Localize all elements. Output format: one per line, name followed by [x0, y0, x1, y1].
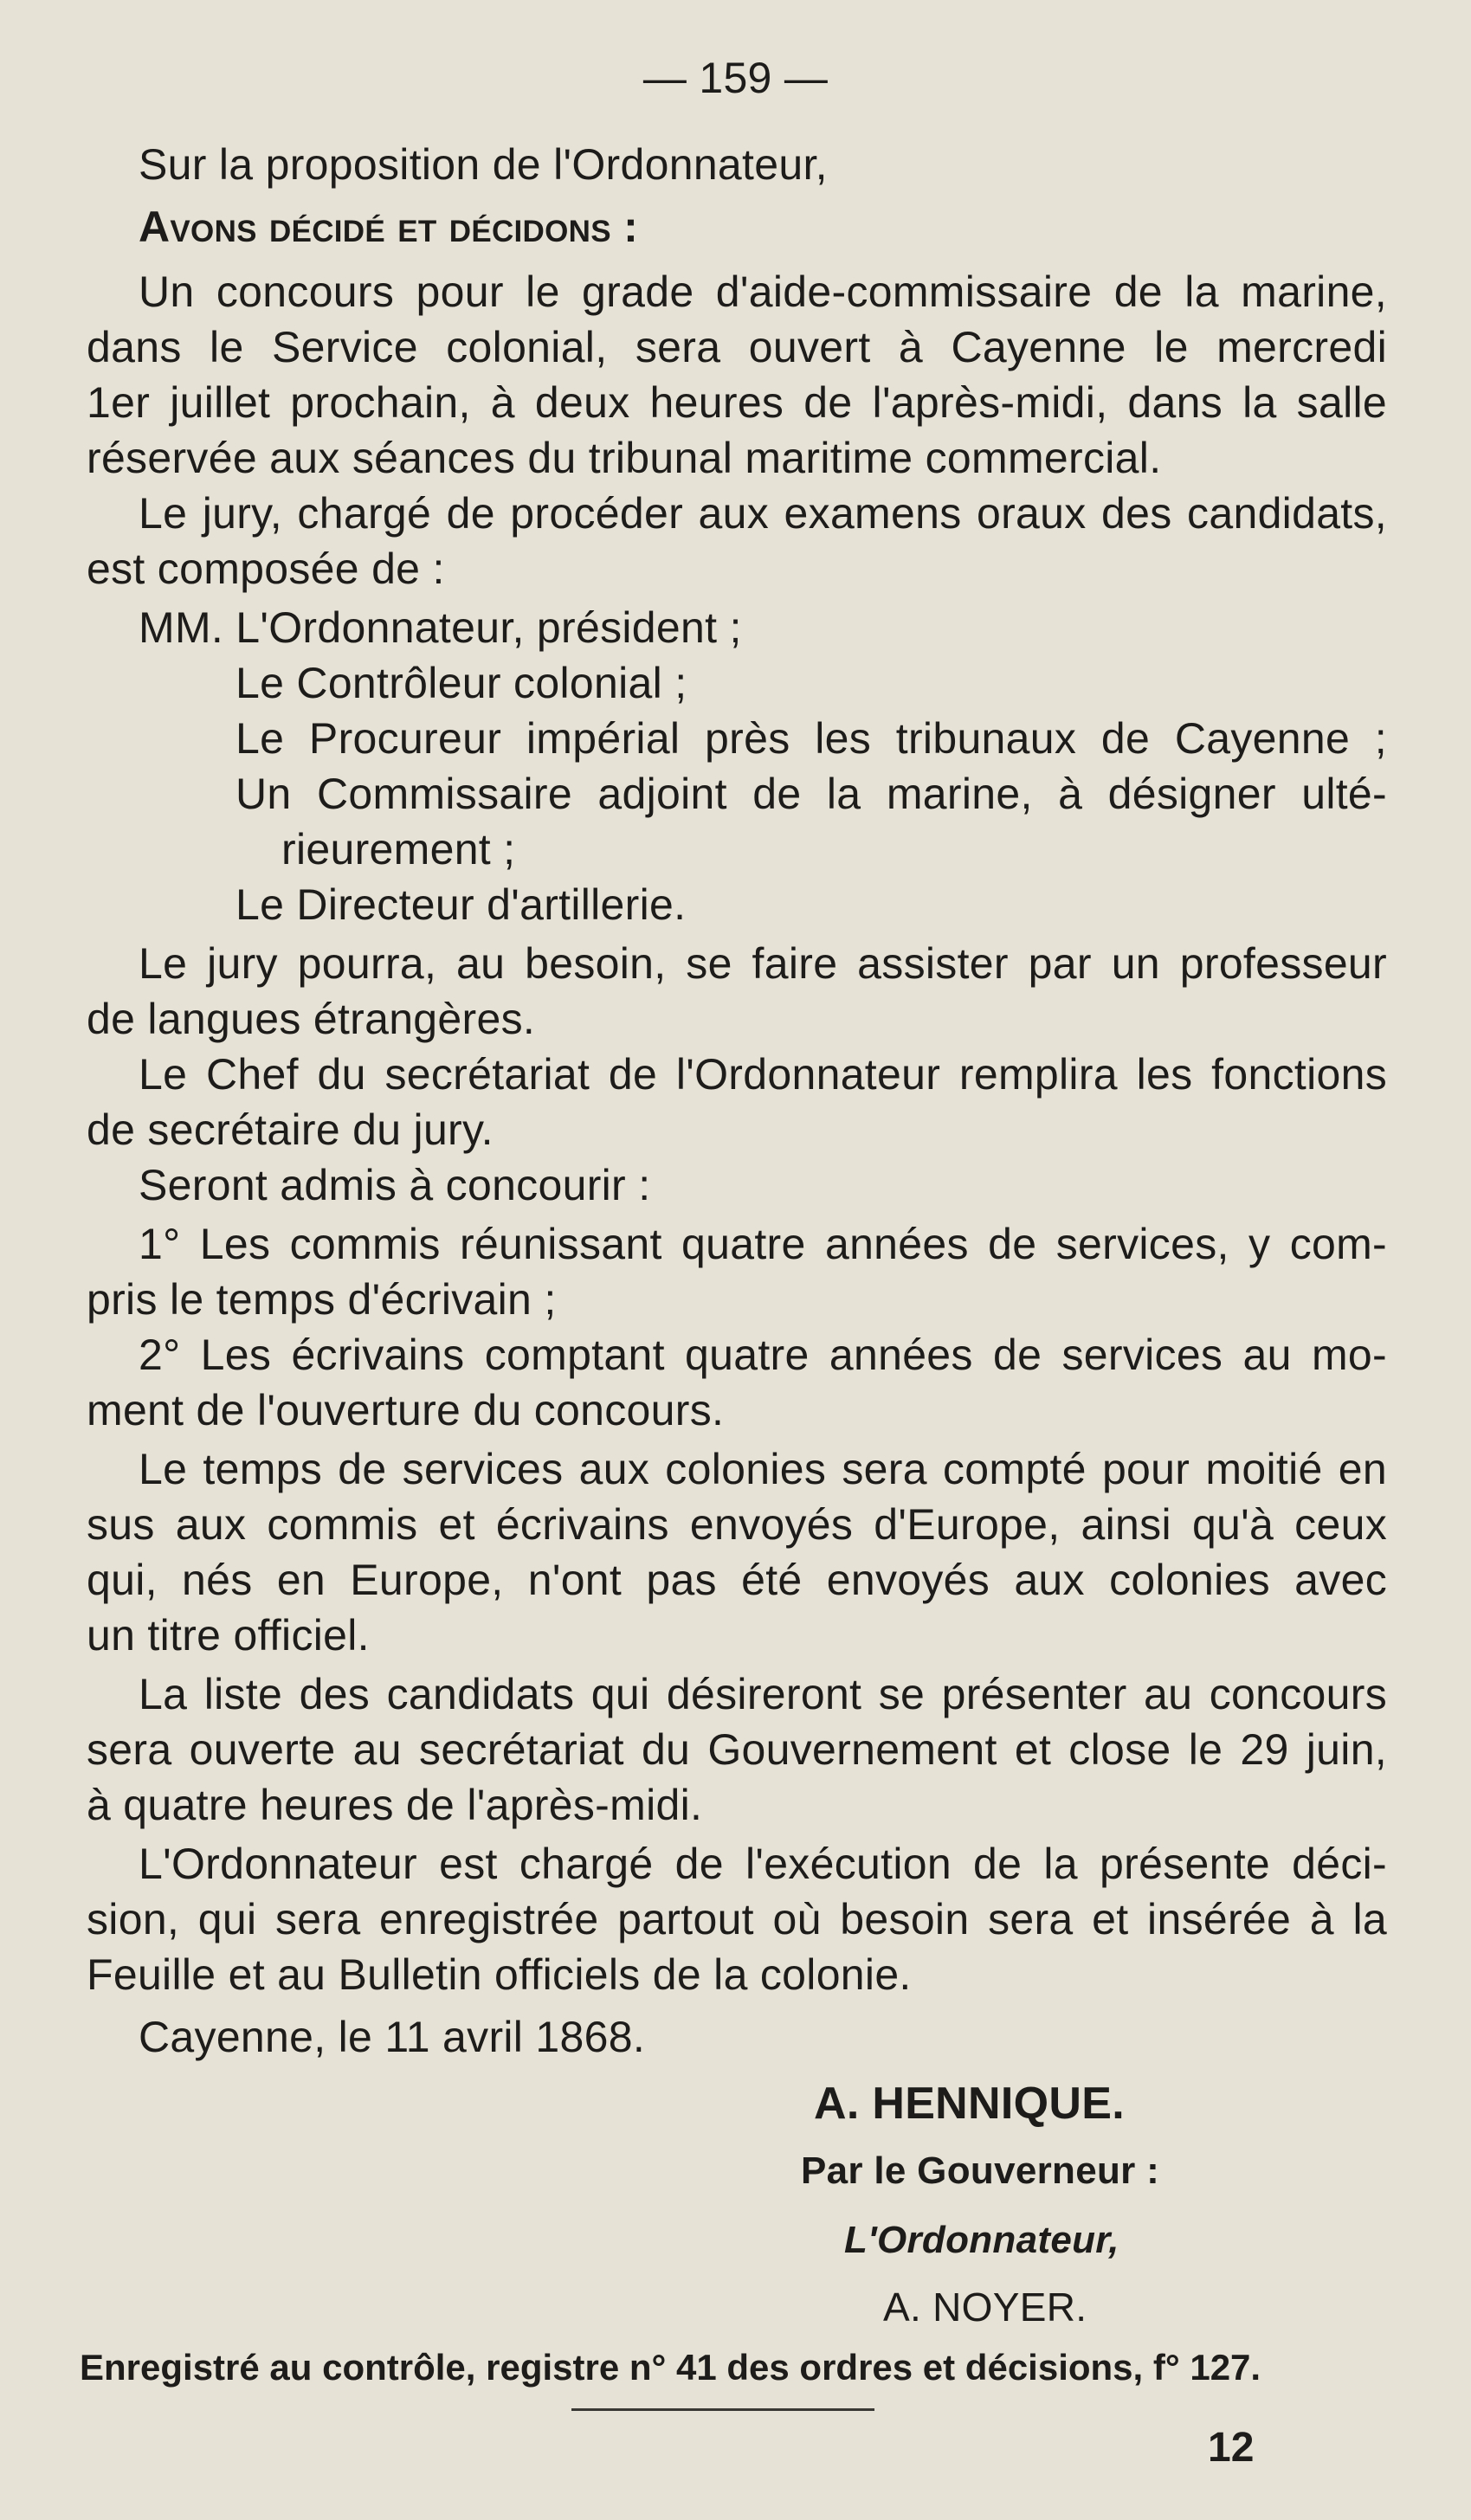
jury-member-4: Un Commissaire adjoint de la marine, à désigner ulté-: [235, 770, 1387, 818]
text-line-18: de secrétaire du jury.: [87, 1105, 494, 1154]
text-line-30: à quatre heures de l'après-midi.: [87, 1781, 703, 1829]
text-line-7: Le jury, chargé de procéder aux examens oraux des candidats,: [139, 489, 1387, 538]
text-line-27: un titre officiel.: [87, 1611, 370, 1660]
decision-heading: Avons décidé et décidons :: [139, 203, 639, 251]
text-line-26: qui, nés en Europe, n'ont pas été envoyés aux colonies avec: [87, 1556, 1387, 1604]
footer-rule: [571, 2408, 874, 2411]
text-line-1: Sur la proposition de l'Ordonnateur,: [139, 140, 828, 189]
text-line-19: Seront admis à concourir :: [139, 1161, 651, 1209]
text-line-33: Feuille et au Bulletin officiels de la colonie.: [87, 1950, 912, 1999]
text-line-31: L'Ordonnateur est chargé de l'exécution de la présente déci-: [139, 1840, 1387, 1888]
jury-member-5: Le Directeur d'artillerie.: [235, 880, 687, 929]
jury-member-4-cont: rieurement ;: [281, 825, 516, 873]
text-line-8: est composée de :: [87, 545, 445, 593]
text-line-25: sus aux commis et écrivains envoyés d'Europe, ainsi qu'à ceux: [87, 1500, 1387, 1549]
signature-role: L'Ordonnateur,: [844, 2219, 1119, 2261]
text-line-4: dans le Service colonial, sera ouvert à Cayenne le mercredi: [87, 323, 1387, 371]
text-line-29: sera ouverte au secrétariat du Gouvernement et close le 29 juin,: [87, 1725, 1387, 1774]
jury-member-2: Le Contrôleur colonial ;: [235, 659, 687, 707]
condition-2: 2° Les écrivains comptant quatre années de services au mo-: [139, 1331, 1387, 1379]
date-line: Cayenne, le 11 avril 1868.: [139, 2013, 646, 2061]
text-line-24: Le temps de services aux colonies sera compté pour moitié en: [139, 1445, 1387, 1493]
signature-name: A. HENNIQUE.: [814, 2079, 1125, 2129]
signature-by: Par le Gouverneur :: [801, 2149, 1160, 2192]
text-line-28: La liste des candidats qui désireront se présenter au concours: [139, 1670, 1387, 1718]
page-number: — 159 —: [642, 54, 829, 102]
registration-note: Enregistré au contrôle, registre n° 41 des ordres et décisions, f° 127.: [80, 2347, 1261, 2388]
jury-member-1: MM. L'Ordonnateur, président ;: [139, 603, 742, 652]
jury-member-3: Le Procureur impérial près les tribunaux de Cayenne ;: [235, 714, 1387, 763]
text-line-15: Le jury pourra, au besoin, se faire assister par un professeur: [139, 939, 1387, 988]
text-line-16: de langues étrangères.: [87, 995, 536, 1043]
text-line-5: 1er juillet prochain, à deux heures de l'après-midi, dans la salle: [87, 378, 1387, 427]
text-line-17: Le Chef du secrétariat de l'Ordonnateur remplira les fonctions: [139, 1050, 1387, 1099]
condition-2-cont: ment de l'ouverture du concours.: [87, 1386, 725, 1434]
text-line-6: réservée aux séances du tribunal maritime commercial.: [87, 434, 1162, 482]
signature-name-2: A. NOYER.: [883, 2285, 1087, 2330]
signature-mark: 12: [1208, 2425, 1255, 2471]
text-line-3: Un concours pour le grade d'aide-commissaire de la marine,: [139, 267, 1387, 316]
text-line-32: sion, qui sera enregistrée partout où besoin sera et insérée à la: [87, 1895, 1387, 1943]
condition-1-cont: pris le temps d'écrivain ;: [87, 1275, 557, 1324]
condition-1: 1° Les commis réunissant quatre années de services, y com-: [139, 1220, 1387, 1268]
